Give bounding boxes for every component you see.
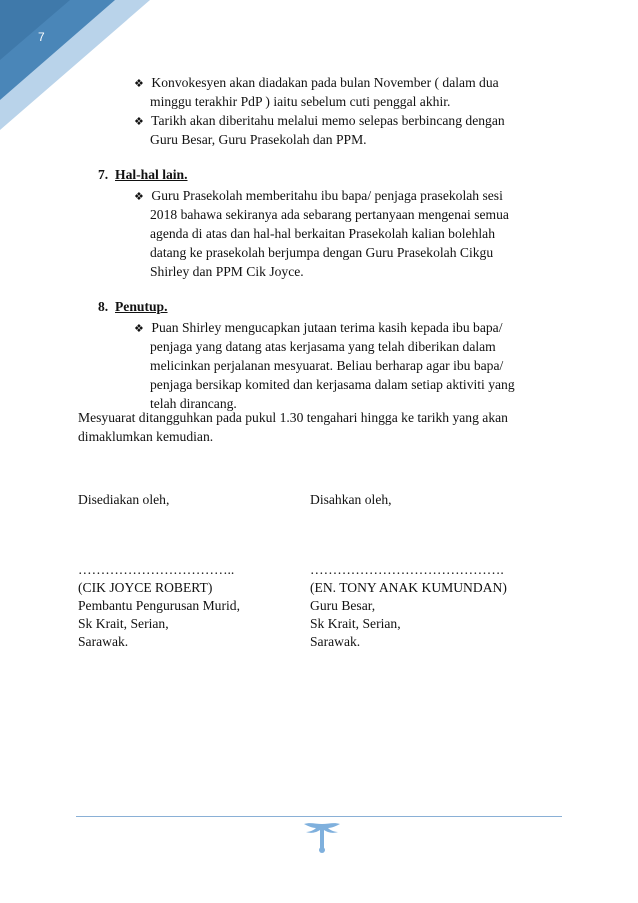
signatory-role: Pembantu Pengurusan Murid, [78, 598, 240, 613]
prepared-by-label: Disediakan oleh, [78, 492, 170, 507]
intro-bullet-2-line-2: Guru Besar, Guru Prasekolah dan PPM. [150, 132, 367, 147]
diamond-bullet-icon: ❖ [134, 78, 144, 90]
section-8-line-1: ❖ Puan Shirley mengucapkan jutaan terima kasih kepada ibu bapa/ [134, 318, 502, 339]
approved-by-label: Disahkan oleh, [310, 492, 392, 507]
footer-ornament-icon [300, 820, 344, 854]
intro-bullet-2-line-1: ❖ Tarikh akan diberitahu melalui memo selepas berbincang dengan [134, 111, 505, 132]
section-7-line-4: datang ke prasekolah berjumpa dengan Guru Prasekolah Cikgu [150, 245, 494, 260]
section-8-line-2: penjaga yang datang atas kerjasama yang telah diberikan dalam [150, 339, 496, 354]
section-8-heading: 8. Penutup. [98, 299, 168, 314]
diamond-bullet-icon: ❖ [134, 191, 144, 203]
intro-bullet-1-line-1: ❖ Konvokesyen akan diadakan pada bulan November ( dalam dua [134, 73, 499, 94]
adjournment-line-1: Mesyuarat ditangguhkan pada pukul 1.30 tengahari hingga ke tarikh yang akan [78, 410, 508, 425]
diamond-bullet-icon: ❖ [134, 116, 144, 128]
signature-dots: ……………………………………. [310, 562, 504, 577]
page-number: 7 [38, 30, 45, 44]
signature-dots: …………………………….. [78, 562, 235, 577]
section-7-line-2: 2018 bahawa sekiranya ada sebarang pertanyaan mengenai semua [150, 207, 509, 222]
signatory-name: (CIK JOYCE ROBERT) [78, 580, 213, 595]
adjournment-line-2: dimaklumkan kemudian. [78, 429, 214, 444]
section-8-line-5: telah dirancang. [150, 396, 237, 411]
section-7-line-5: Shirley dan PPM Cik Joyce. [150, 264, 304, 279]
signatory-state: Sarawak. [310, 634, 361, 649]
signatory-school: Sk Krait, Serian, [310, 616, 401, 631]
section-8-line-3: melicinkan perjalanan mesyuarat. Beliau berharap agar ibu bapa/ [150, 358, 504, 373]
signatory-name: (EN. TONY ANAK KUMUNDAN) [310, 580, 507, 595]
footer-rule [76, 816, 562, 817]
page-corner-decoration [0, 0, 150, 130]
section-7-line-1: ❖ Guru Prasekolah memberitahu ibu bapa/ penjaga prasekolah sesi [134, 186, 503, 207]
prepared-by-block [78, 561, 240, 651]
signatory-role: Guru Besar, [310, 598, 376, 613]
intro-bullet-1-line-2: minggu terakhir PdP ) iaitu sebelum cuti penggal akhir. [150, 94, 451, 109]
signatory-school: Sk Krait, Serian, [78, 616, 169, 631]
section-8-line-4: penjaga bersikap komited dan kerjasama dalam setiap aktiviti yang [150, 377, 515, 392]
signatory-state: Sarawak. [78, 634, 129, 649]
section-7-heading: 7. Hal-hal lain. [98, 167, 188, 182]
diamond-bullet-icon: ❖ [134, 323, 144, 335]
section-7-line-3: agenda di atas dan hal-hal berkaitan Prasekolah kalian bolehlah [150, 226, 495, 241]
approved-by-block [310, 561, 507, 651]
